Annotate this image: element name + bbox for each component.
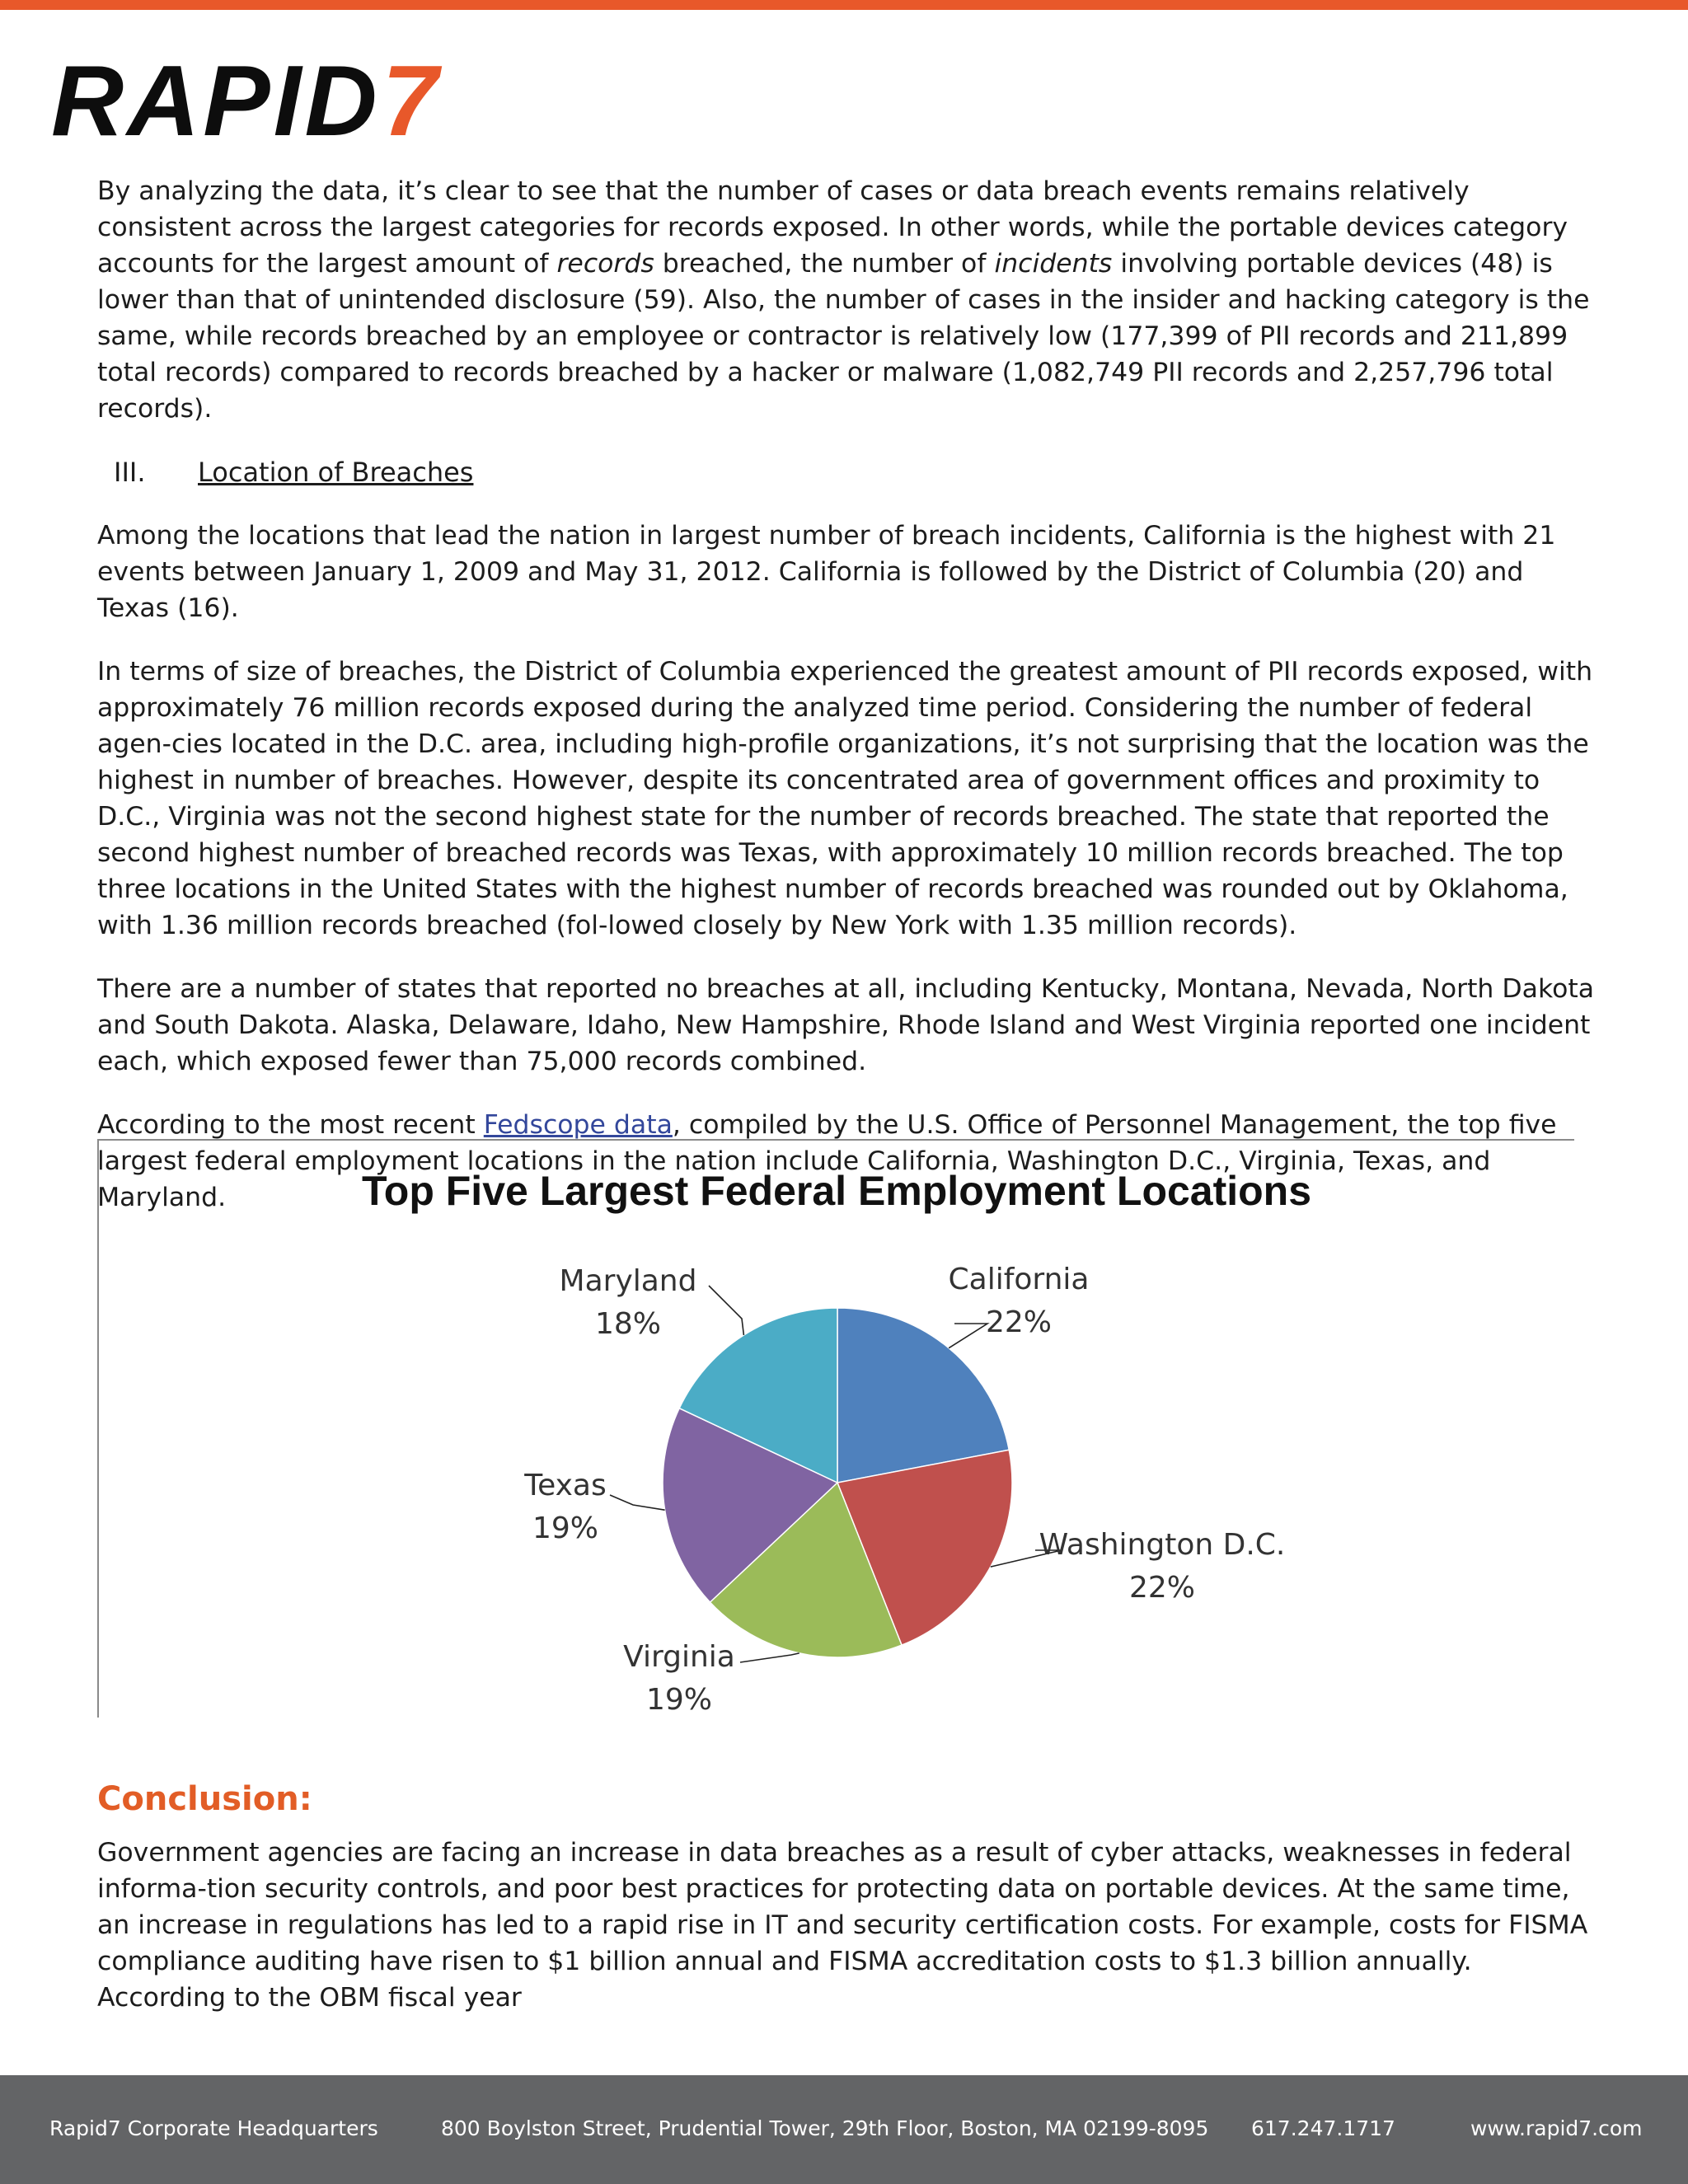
pie-category-label: California [948,1263,1090,1296]
footer-phone: 617.247.1717 [1251,2116,1395,2140]
pie-category-label: Washington D.C. [1039,1528,1286,1562]
pie-value-label: 22% [1128,1571,1196,1605]
pie-value-label: 19% [645,1683,713,1717]
pie-chart-frame [97,1139,1574,1718]
rapid7-logo [51,45,438,157]
pie-slices [663,1308,1012,1657]
footer-address: 800 Boylston Street, Prudential Tower, 29th Floor, Boston, MA 02199-8095 [441,2116,1209,2140]
logo-wordmark: RAPID [51,45,381,157]
para1-emphasis-incidents: incidents [994,249,1113,279]
paragraph-analysis [97,173,1597,427]
pie-chart [99,1141,1574,1718]
pie-category-label: Maryland [559,1264,697,1298]
section-number: III. [114,457,146,488]
paragraph-incident-locations: Among the locations that lead the nation in largest number of breach incidents, California is the highest with 21 events between January 1, 2009 and May 31, 2012. California is followed by the District of Columbia (20) and Texas (16). [97,521,1556,623]
top-accent-bar [0,0,1688,10]
pie-value-label: 18% [594,1307,662,1341]
leader-line-texas [610,1495,665,1510]
pie-value-label: 19% [532,1511,599,1545]
paragraph-no-breach-states: There are a number of states that reported no breaches at all, including Kentucky, Montana, Nevada, North Dakota and South Dakota. Alaska, Delaware, Idaho, New Hampshire, Rhode Island and West Virginia reported one incident each, which exposed fewer than 75,000 records combined. [97,974,1595,1076]
para1-text-b: breached, the number of [654,249,995,279]
footer-headquarters: Rapid7 Corporate Headquarters [49,2116,378,2140]
article-body [97,173,1597,1243]
leader-line-virginia [740,1653,799,1662]
pie-value-label: 22% [985,1305,1053,1339]
leader-line-maryland [709,1286,743,1335]
section-title: Location of Breaches [198,457,474,488]
chart-title: Top Five Largest Federal Employment Locations [361,1168,1312,1214]
para5-text-a: According to the most recent [97,1110,484,1140]
leader-line-california [949,1324,987,1348]
fedscope-data-link[interactable]: Fedscope data [483,1110,673,1140]
para5-text-b: , compiled by the U.S. Office of Personnel Management, the top five largest federal employment locations in the nation include California, Washington D.C., Virginia, Texas, and Maryland. [97,1110,1557,1212]
conclusion-heading: Conclusion: [97,1780,312,1818]
para1-text-c: involving portable devices (48) is lower than that of unintended disclosure (59). Also, the number of cases in the insider and hacking category is the same, while records breached by an employee or contractor is relatively low (177,399 of PII records and 211,899 total records) compared to records breached by a hacker or malware (1,082,749 PII records and 2,257,796 total records). [97,249,1590,424]
para1-text-a: By analyzing the data, it’s clear to see that the number of cases or data breach events remains relatively consistent across the largest categories for records exposed. In other words, while the portable devices category accounts for the largest amount of [97,176,1568,279]
paragraph-breach-size: In terms of size of breaches, the District of Columbia experienced the greatest amount of PII records exposed, with approximately 76 million records exposed during the analyzed time period. Considering the number of federal agen-cies located in the D.C. area, including high-profile organizations, it’s not surprising that the location was the highest in number of breaches. However, despite its concentrated area of government offices and proximity to D.C., Virginia was not the second highest state for the number of records breached. The state that reported the second highest number of breached records was Texas, with approximately 10 million records breached. The top three locations in the United States with the highest number of records breached was rounded out by Oklahoma, with 1.36 million records breached (fol-lowed closely by New York with 1.35 million records). [97,657,1593,940]
logo-seven-mark: 7 [382,45,438,157]
pie-category-label: Virginia [623,1640,735,1674]
section-heading [114,454,1597,490]
para1-emphasis-records: records [556,249,654,279]
footer-website[interactable]: www.rapid7.com [1470,2116,1643,2140]
pie-category-label: Texas [524,1469,607,1502]
conclusion-paragraph: Government agencies are facing an increase in data breaches as a result of cyber attacks, weaknesses in federal informa-tion security controls, and poor best practices for protecting data on portable devices. At the same time, an increase in regulations has led to a rapid rise in IT and security certification costs. For example, costs for FISMA compliance auditing have risen to $1 billion annual and FISMA accreditation costs to $1.3 billion annually. According to the OBM fiscal year [97,1838,1588,2013]
page-footer [0,2075,1688,2184]
